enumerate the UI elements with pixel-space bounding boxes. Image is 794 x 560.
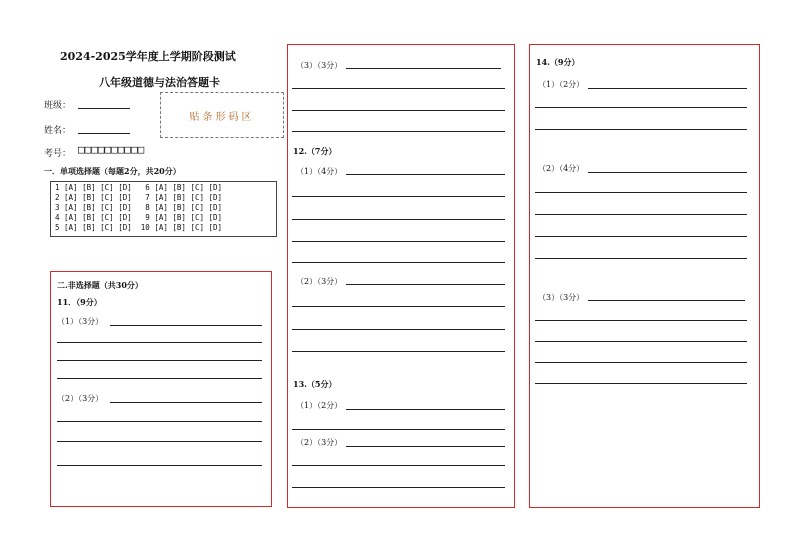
choice-row[interactable]: 1 [A] [B] [C] [D] 6 [A] [B] [C] [D] — [55, 183, 223, 192]
name-label: 姓名： — [44, 126, 72, 136]
answer-line[interactable] — [292, 131, 505, 132]
exam-title: 2024-2025学年度上学期阶段测试 — [60, 50, 236, 63]
answer-line[interactable] — [535, 107, 747, 108]
q12-part1-label: （1）（4分） — [296, 167, 343, 176]
answer-line[interactable] — [535, 341, 747, 342]
answer-line[interactable] — [535, 129, 747, 130]
id-label: 考号： — [44, 149, 72, 159]
answer-line[interactable] — [292, 241, 505, 242]
answer-line[interactable] — [588, 172, 747, 173]
barcode-label: 贴条形码区 — [189, 111, 255, 123]
answer-line[interactable] — [57, 378, 262, 379]
answer-line[interactable] — [535, 214, 747, 215]
answer-line[interactable] — [57, 360, 262, 361]
choice-row[interactable]: 5 [A] [B] [C] [D] 10 [A] [B] [C] [D] — [55, 223, 223, 232]
answer-line[interactable] — [110, 402, 262, 403]
answer-line[interactable] — [535, 258, 747, 259]
choice-row[interactable]: 4 [A] [B] [C] [D] 9 [A] [B] [C] [D] — [55, 213, 223, 222]
q11-part2-label: （2）（3分） — [57, 394, 104, 403]
q13-part2-label: （2）（3分） — [296, 438, 343, 447]
card-title: 八年级道德与法治答题卡 — [99, 76, 220, 89]
answer-line[interactable] — [57, 421, 262, 422]
answer-line[interactable] — [292, 429, 505, 430]
answer-line[interactable] — [292, 487, 505, 488]
answer-line[interactable] — [57, 441, 262, 442]
q11-part1-label: （1）（3分） — [57, 317, 104, 326]
choice-row[interactable]: 3 [A] [B] [C] [D] 8 [A] [B] [C] [D] — [55, 203, 223, 212]
answer-line[interactable] — [535, 192, 747, 193]
answer-line[interactable] — [292, 262, 505, 263]
class-field[interactable] — [78, 108, 130, 109]
answer-line[interactable] — [57, 342, 262, 343]
q11-part3-label: （3）（3分） — [296, 61, 343, 70]
answer-line[interactable] — [292, 88, 505, 89]
q14-title: 14.（9分） — [536, 57, 580, 67]
class-label: 班级： — [44, 101, 72, 111]
q11-title: 11．（9分） — [57, 297, 102, 307]
answer-line[interactable] — [535, 320, 747, 321]
answer-line[interactable] — [57, 465, 262, 466]
answer-line[interactable] — [346, 446, 505, 447]
q13-title: 13.（5分） — [293, 379, 337, 389]
section2-title: 二.非选择题（共30分） — [57, 280, 143, 290]
q12-title: 12.（7分） — [293, 146, 337, 156]
answer-line[interactable] — [292, 465, 505, 466]
answer-line[interactable] — [292, 110, 505, 111]
answer-line[interactable] — [535, 383, 747, 384]
answer-line[interactable] — [292, 329, 505, 330]
answer-line[interactable] — [346, 284, 505, 285]
section1-title: 一．单项选择题（每题2分，共20分） — [44, 166, 181, 176]
answer-line[interactable] — [292, 351, 505, 352]
answer-line[interactable] — [535, 362, 747, 363]
q14-part1-label: （1）（2分） — [538, 80, 585, 89]
answer-line[interactable] — [588, 300, 745, 301]
answer-box-right — [529, 44, 760, 508]
answer-line[interactable] — [346, 68, 501, 69]
id-boxes[interactable]: □□□□□□□□□□ — [78, 143, 145, 156]
barcode-area — [160, 92, 284, 138]
q13-part1-label: （1）（2分） — [296, 401, 343, 410]
q12-part2-label: （2）（3分） — [296, 277, 343, 286]
answer-line[interactable] — [110, 325, 262, 326]
name-field[interactable] — [78, 133, 130, 134]
answer-line[interactable] — [535, 236, 747, 237]
answer-line[interactable] — [292, 306, 505, 307]
answer-line[interactable] — [346, 409, 505, 410]
q14-part3-label: （3）（3分） — [538, 293, 585, 302]
answer-line[interactable] — [292, 219, 505, 220]
q14-part2-label: （2）（4分） — [538, 164, 585, 173]
answer-line[interactable] — [588, 88, 747, 89]
answer-line[interactable] — [292, 196, 505, 197]
answer-line[interactable] — [346, 174, 505, 175]
choice-row[interactable]: 2 [A] [B] [C] [D] 7 [A] [B] [C] [D] — [55, 193, 223, 202]
